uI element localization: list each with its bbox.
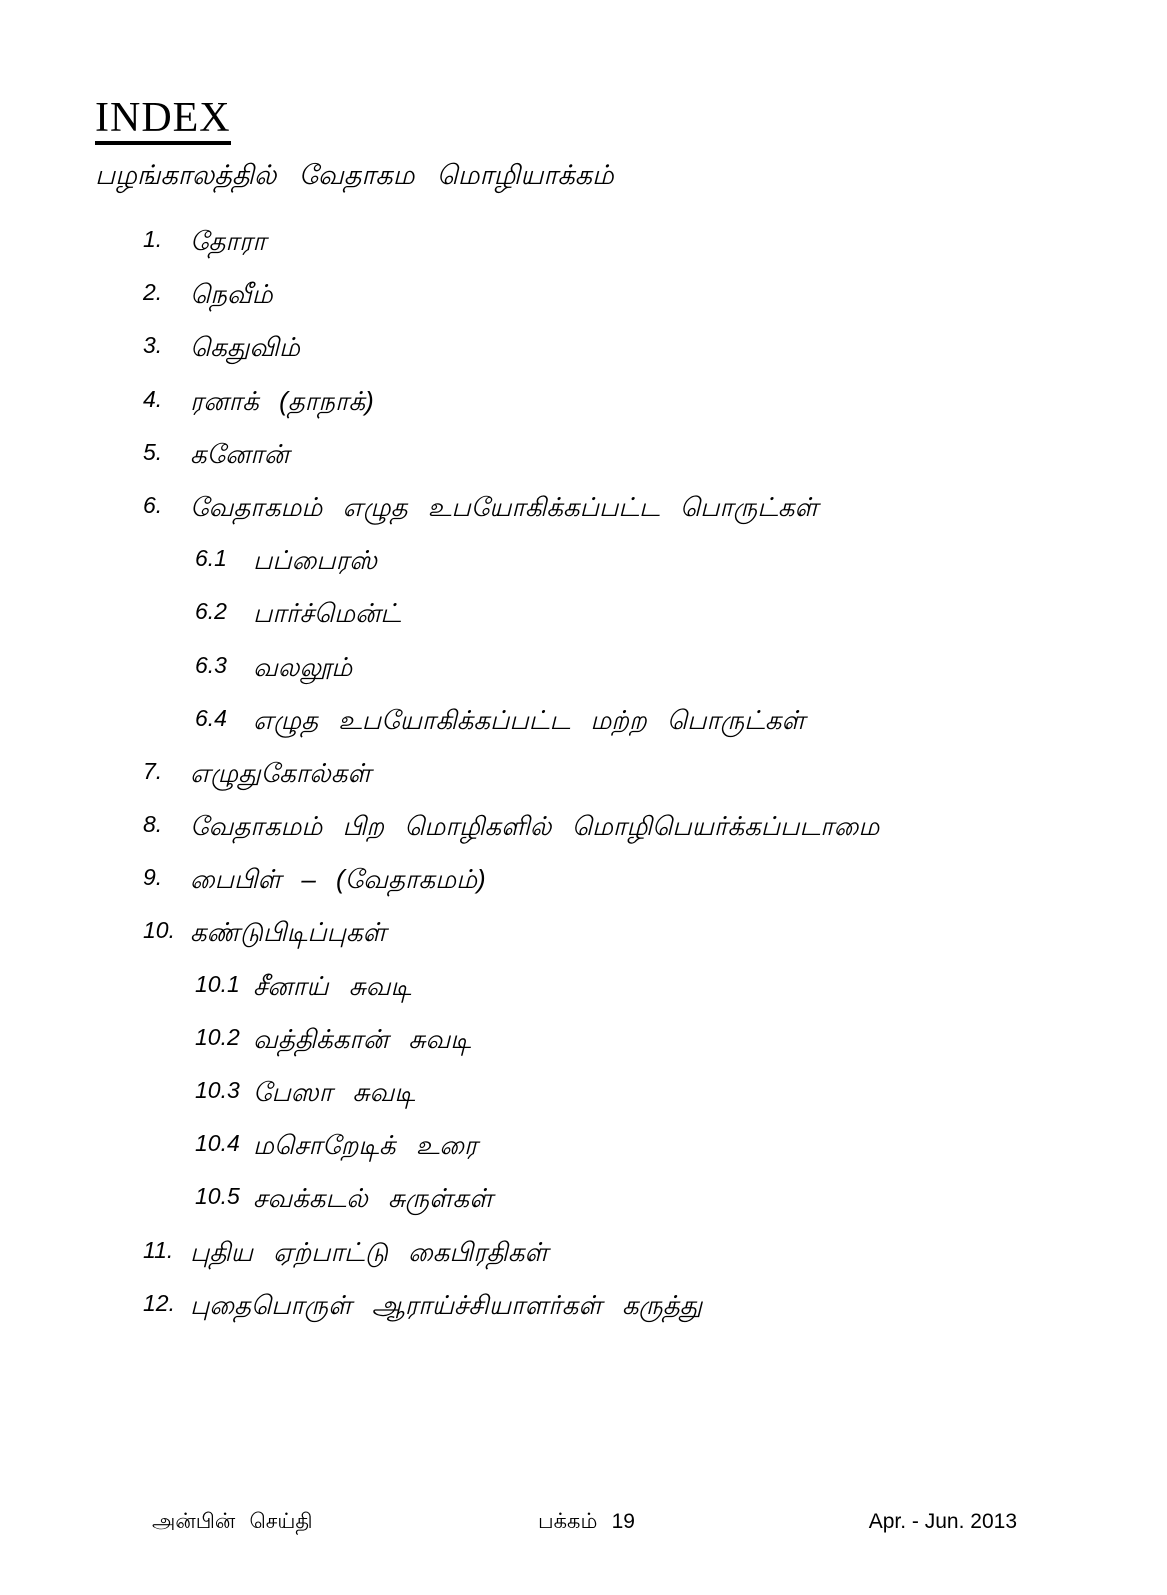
list-item <box>95 811 1095 864</box>
list-item-label: பப்பைரஸ் <box>253 545 378 576</box>
list-subitem <box>95 705 1095 758</box>
list-item-label: கெதுவிம் <box>190 332 300 363</box>
list-item-number: 5. <box>143 438 163 465</box>
list-item-label: வேதாகமம் பிற மொழிகளில் மொழிபெயர்க்கப்படாமை <box>190 811 880 842</box>
list-item <box>95 332 1095 385</box>
list-item <box>95 864 1095 917</box>
list-item-number: 1. <box>143 226 163 252</box>
footer-journal-name: அன்பின் செய்தி <box>152 1510 313 1533</box>
list-item-label: வேதாகமம் எழுத உபயோகிக்கப்பட்ட பொருட்கள் <box>190 491 818 522</box>
list-subitem <box>95 545 1095 598</box>
list-item-label: சவக்கடல் சுருள்கள் <box>253 1183 493 1214</box>
list-item-label: சீனாய் சுவடி <box>253 970 412 1001</box>
list-subitem <box>95 652 1095 705</box>
list-item-number: 10.3 <box>195 1077 240 1103</box>
list-item <box>95 1237 1095 1290</box>
footer-page-number: பக்கம் 19 <box>538 1510 635 1533</box>
list-item-label: பைபிள் – (வேதாகமம்) <box>190 864 486 895</box>
index-list <box>95 226 1095 1343</box>
list-subitem <box>95 1077 1095 1130</box>
list-item-label: கண்டுபிடிப்புகள் <box>190 917 387 948</box>
list-item-label: மசொறேடிக் உரை <box>253 1130 478 1161</box>
list-item-number: 2. <box>143 279 163 306</box>
list-item-label: தோரா <box>190 226 266 256</box>
list-item-number: 10.2 <box>195 1023 240 1050</box>
list-subitem <box>95 1130 1095 1183</box>
list-item <box>95 492 1095 545</box>
list-item-label: புதைபொருள் ஆராய்ச்சியாளர்கள் கருத்து <box>190 1289 703 1320</box>
list-item-number: 7. <box>143 757 163 784</box>
list-subitem <box>95 971 1095 1024</box>
list-subitem <box>95 598 1095 651</box>
list-item-number: 10. <box>143 917 175 944</box>
list-subitem <box>95 1183 1095 1236</box>
list-item-number: 6.3 <box>195 651 227 678</box>
list-item-label: நெவீம் <box>190 279 273 310</box>
list-item-number: 6. <box>143 491 163 518</box>
list-item-label: எழுத உபயோகிக்கப்பட்ட மற்ற பொருட்கள் <box>253 704 805 735</box>
list-item-number: 6.2 <box>195 598 227 625</box>
list-item <box>95 1290 1095 1343</box>
list-item-number: 4. <box>143 385 163 412</box>
list-item-number: 12. <box>143 1289 175 1316</box>
list-item-number: 6.1 <box>195 545 227 572</box>
list-item-label: வலலூம் <box>253 651 353 682</box>
list-item-number: 3. <box>143 332 163 359</box>
list-item <box>95 917 1095 970</box>
list-item-number: 11. <box>143 1236 174 1263</box>
list-item <box>95 439 1095 492</box>
footer-date: Apr. - Jun. 2013 <box>868 1510 1017 1533</box>
page-title: INDEX <box>95 96 231 145</box>
list-item-number: 10.1 <box>195 970 240 997</box>
list-item-number: 6.4 <box>195 704 227 731</box>
list-item <box>95 279 1095 332</box>
list-item-label: ரனாக் (தாநாக்) <box>190 385 374 416</box>
list-item <box>95 386 1095 439</box>
page-footer <box>0 1510 1167 1540</box>
list-item-number: 10.4 <box>195 1130 240 1157</box>
document-heading: பழங்காலத்தில் வேதாகம மொழியாக்கம் <box>95 160 614 190</box>
list-item <box>95 758 1095 811</box>
list-item-number: 9. <box>143 864 163 891</box>
list-item-label: பார்ச்மென்ட் <box>253 598 401 629</box>
list-item-label: வத்திக்கான் சுவடி <box>253 1023 471 1054</box>
list-item-label: கனோன் <box>190 438 290 469</box>
list-item-number: 8. <box>143 811 163 838</box>
list-item-label: எழுதுகோல்கள் <box>190 757 371 788</box>
list-item <box>95 226 1095 279</box>
list-subitem <box>95 1024 1095 1077</box>
list-item-label: புதிய ஏற்பாட்டு கைபிரதிகள் <box>190 1236 548 1267</box>
list-item-number: 10.5 <box>195 1183 240 1210</box>
list-item-label: பேஸா சுவடி <box>253 1077 416 1107</box>
